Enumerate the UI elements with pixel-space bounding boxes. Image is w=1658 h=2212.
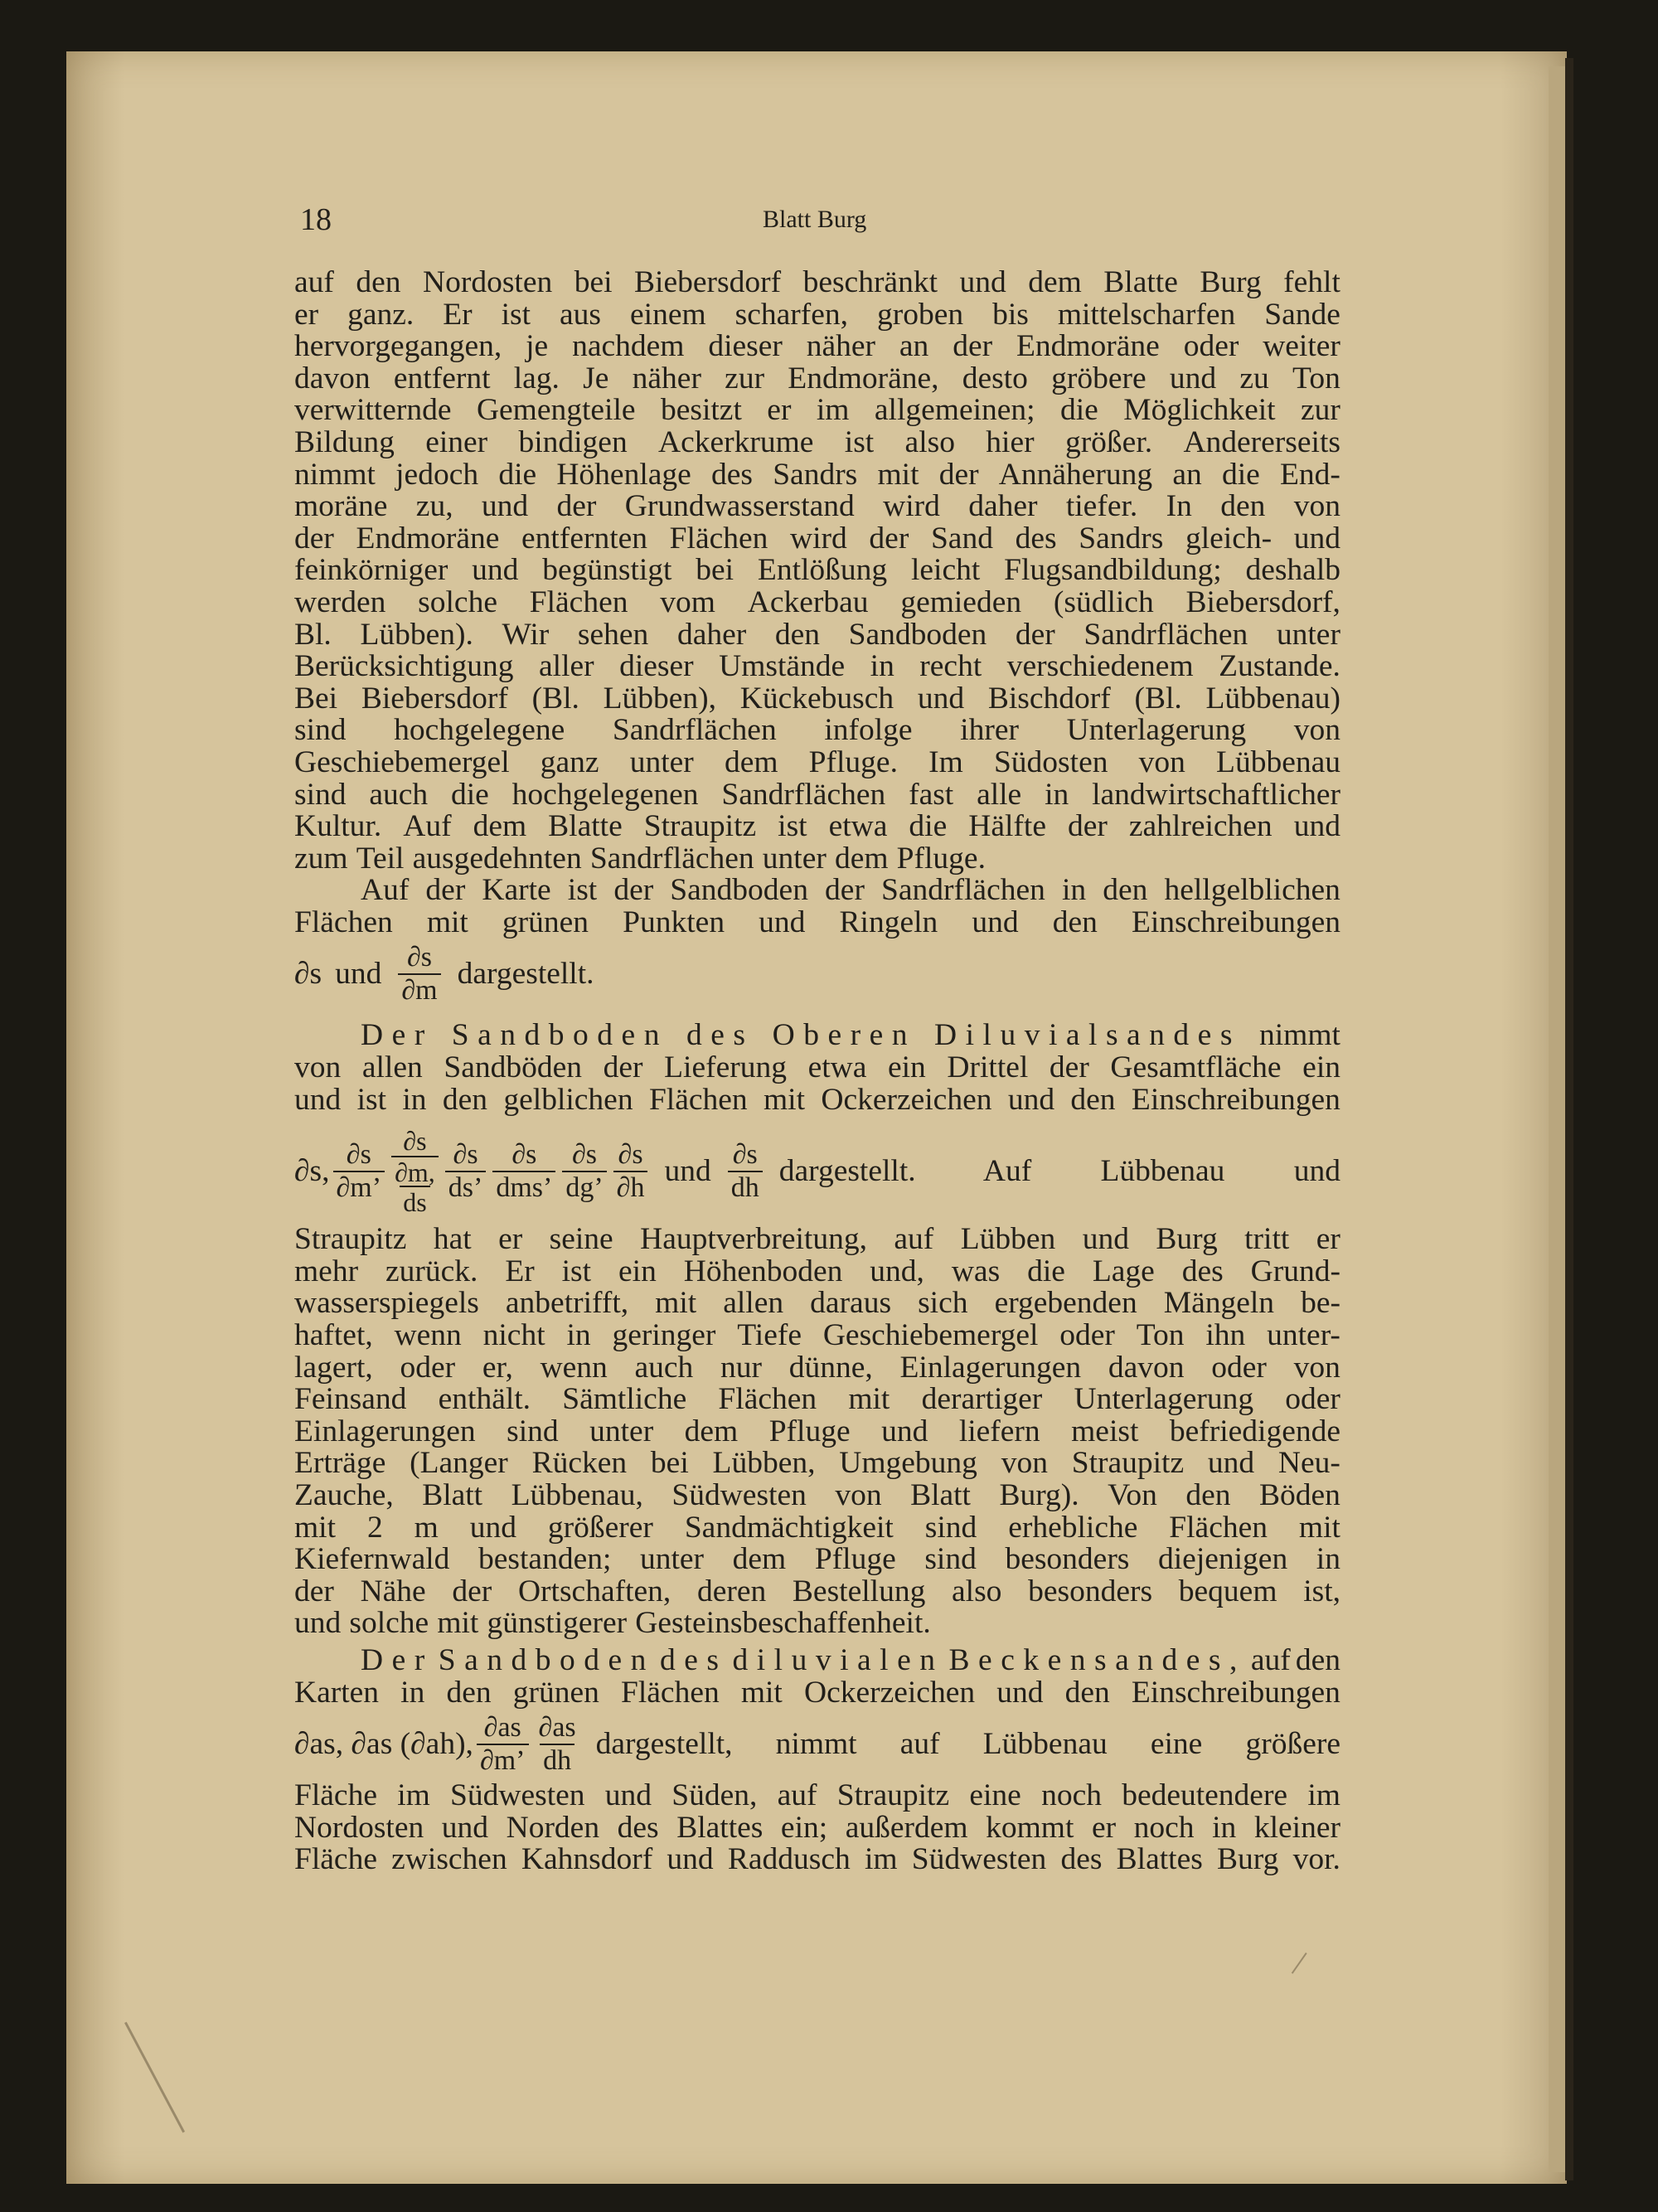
word: dargestellt, nimmt auf Lübbenau eine größere [595, 1726, 1340, 1761]
text-line: werden solche Flächen vom Ackerbau gemieden (südlich Biebersdorf, [294, 585, 1340, 619]
fraction: $\frac{\partial as}{dh}$ [538, 1712, 576, 1777]
text-line: Der Sandboden des diluvialen Beckensandes, auf den [361, 1642, 1340, 1677]
text-line: Feinsand enthält. Sämtliche Flächen mit derartiger Unterlagerung oder [294, 1382, 1340, 1417]
text-line: Auf der Karte ist der Sandboden der Sandrflächen in den hellgelblichen [361, 873, 1340, 908]
text-line: Berücksichtigung aller dieser Umstände in recht verschiedenem Zustande. [294, 649, 1340, 684]
symbol: ∂s, [294, 1153, 330, 1188]
running-title: Blatt Burg [763, 206, 867, 233]
text-line: mit 2 m und größerer Sandmächtigkeit sind erhebliche Flächen mit [294, 1510, 1340, 1545]
text-line: nimmt jedoch die Höhenlage des Sandrs mit der Annäherung an die End- [294, 457, 1340, 492]
paragraph-2 [294, 875, 1340, 939]
text-line: davon entfernt lag. Je näher zur Endmoräne, desto gröbere und zu Ton [294, 361, 1340, 395]
text-line: lagert, oder er, wenn auch nur dünne, Einlagerungen davon oder von [294, 1350, 1340, 1385]
text-line: moräne zu, und der Grundwasserstand wird daher tiefer. In den von [294, 489, 1340, 524]
fraction-compound: ∂s ∂m, ds [391, 1128, 439, 1215]
symbol: ∂s [294, 957, 322, 992]
text-line: Der Sandboden des Oberen Diluvialsandes nimmt [361, 1018, 1340, 1053]
text-line: Fläche im Südwesten und Süden, auf Straupitz eine noch bedeutendere im [294, 1778, 1340, 1813]
text-line: Straupitz hat er seine Hauptverbreitung, auf Lübben und Burg tritt er [294, 1222, 1340, 1257]
text-line: und ist in den gelblichen Flächen mit Ockerzeichen und den Einschreibungen [294, 1082, 1340, 1117]
text-line: zum Teil ausgedehnten Sandrflächen unter dem Pfluge. [294, 841, 986, 876]
text-line: Geschiebemergel ganz unter dem Pfluge. Im Südosten von Lübbenau [294, 745, 1340, 779]
word: und [664, 1153, 711, 1188]
word: und [335, 957, 382, 992]
text-line: der Endmoräne entfernten Flächen wird der Sand des Sandrs gleich- und [294, 521, 1340, 555]
formula-line-3 [294, 1714, 1340, 1775]
word: dargestellt. [457, 957, 594, 992]
text-line: Kiefernwald bestanden; unter dem Pfluge sind besonders diejenigen in [294, 1542, 1340, 1577]
text-line: und solche mit günstigerer Gesteinsbeschaffenheit. [294, 1606, 931, 1641]
text-line: sind hochgelegene Sandrflächen infolge ihrer Unterlagerung von [294, 713, 1340, 748]
text-line: feinkörniger und begünstigt bei Entlößung leicht Flugsandbildung; deshalb [294, 553, 1340, 588]
text-line: Bildung einer bindigen Ackerkrume ist also hier größer. Andererseits [294, 424, 1340, 459]
text-line: Kultur. Auf dem Blatte Straupitz ist etwa die Hälfte der zahlreichen und [294, 809, 1340, 844]
formula-line-2 [294, 1123, 1340, 1220]
text-line: mehr zurück. Er ist ein Höhenboden und, was die Lage des Grund- [294, 1254, 1340, 1288]
text-line: Bei Biebersdorf (Bl. Lübben), Kückebusch und Bischdorf (Bl. Lübbenau) [294, 681, 1340, 716]
text-line: auf den Nordosten bei Biebersdorf beschränkt und dem Blatte Burg fehlt [294, 265, 1340, 299]
page-number: 18 [300, 202, 332, 237]
text-line: sind auch die hochgelegenen Sandrflächen fast alle in landwirtschaftlicher [294, 777, 1340, 812]
book-binding [1565, 58, 1573, 2180]
fraction: $\frac{\partial s}{ds’}$ [445, 1141, 487, 1202]
text-line: Einlagerungen sind unter dem Pfluge und liefern meist befriedigende [294, 1414, 1340, 1448]
fraction: $\frac{\partial s}{dg’}$ [562, 1141, 606, 1202]
text-line: verwitternde Gemengteile besitzt er im allgemeinen; die Möglichkeit zur [294, 393, 1340, 428]
paragraph-3-continued [294, 1224, 1340, 1640]
text-line: wasserspiegels anbetrifft, mit allen daraus sich ergebenden Mängeln be- [294, 1286, 1340, 1321]
text-line: Nordosten und Norden des Blattes ein; außerdem kommt er noch in kleiner [294, 1810, 1340, 1845]
text-line: haftet, wenn nicht in geringer Tiefe Geschiebemergel oder Ton ihn unter- [294, 1318, 1340, 1353]
fraction: $\frac{\partial s}{\partial m’}$ [333, 1141, 385, 1202]
text-line: er ganz. Er ist aus einem scharfen, groben bis mittelscharfen Sande [294, 297, 1340, 332]
text-line: der Nähe der Ortschaften, deren Bestellung also besonders bequem ist, [294, 1574, 1340, 1608]
text-line: Karten in den grünen Flächen mit Ockerzeichen und den Einschreibungen [294, 1675, 1340, 1710]
body-text [294, 267, 1340, 1876]
text-line: Flächen mit grünen Punkten und Ringeln und den Einschreibungen [294, 905, 1340, 939]
paragraph-4-continued [294, 1780, 1340, 1876]
text-line: Bl. Lübben). Wir sehen daher den Sandboden der Sandrflächen unter [294, 617, 1340, 652]
paragraph-1 [294, 267, 1340, 875]
text-line: von allen Sandböden der Lieferung etwa ein Drittel der Gesamtfläche ein [294, 1050, 1340, 1085]
fraction: $\frac{\partial s}{\partial m}$ [398, 943, 440, 1005]
fraction: $\frac{\partial as}{\partial m’}$ [477, 1714, 529, 1775]
text-line: Fläche zwischen Kahnsdorf und Raddusch im Südwesten des Blattes Burg vor. [294, 1842, 1340, 1877]
symbol: ∂as, ∂as (∂ah), [294, 1726, 473, 1761]
fraction: $\frac{\partial s}{\text{dms’}}$ [492, 1141, 555, 1202]
text-line: Zauche, Blatt Lübbenau, Südwesten von Blatt Burg). Von den Böden [294, 1478, 1340, 1512]
text-line: Erträge (Langer Rücken bei Lübben, Umgebung von Straupitz und Neu- [294, 1446, 1340, 1481]
word: dargestellt. Auf Lübbenau und [778, 1153, 1340, 1188]
fraction: $\frac{\partial s}{\partial h}$ [613, 1141, 648, 1202]
fraction: $\frac{\partial s}{dh}$ [728, 1141, 763, 1202]
formula-line-1 [294, 943, 1340, 1005]
page-edge [1549, 66, 1567, 2172]
text-line: hervorgegangen, je nachdem dieser näher an der Endmoräne oder weiter [294, 329, 1340, 364]
